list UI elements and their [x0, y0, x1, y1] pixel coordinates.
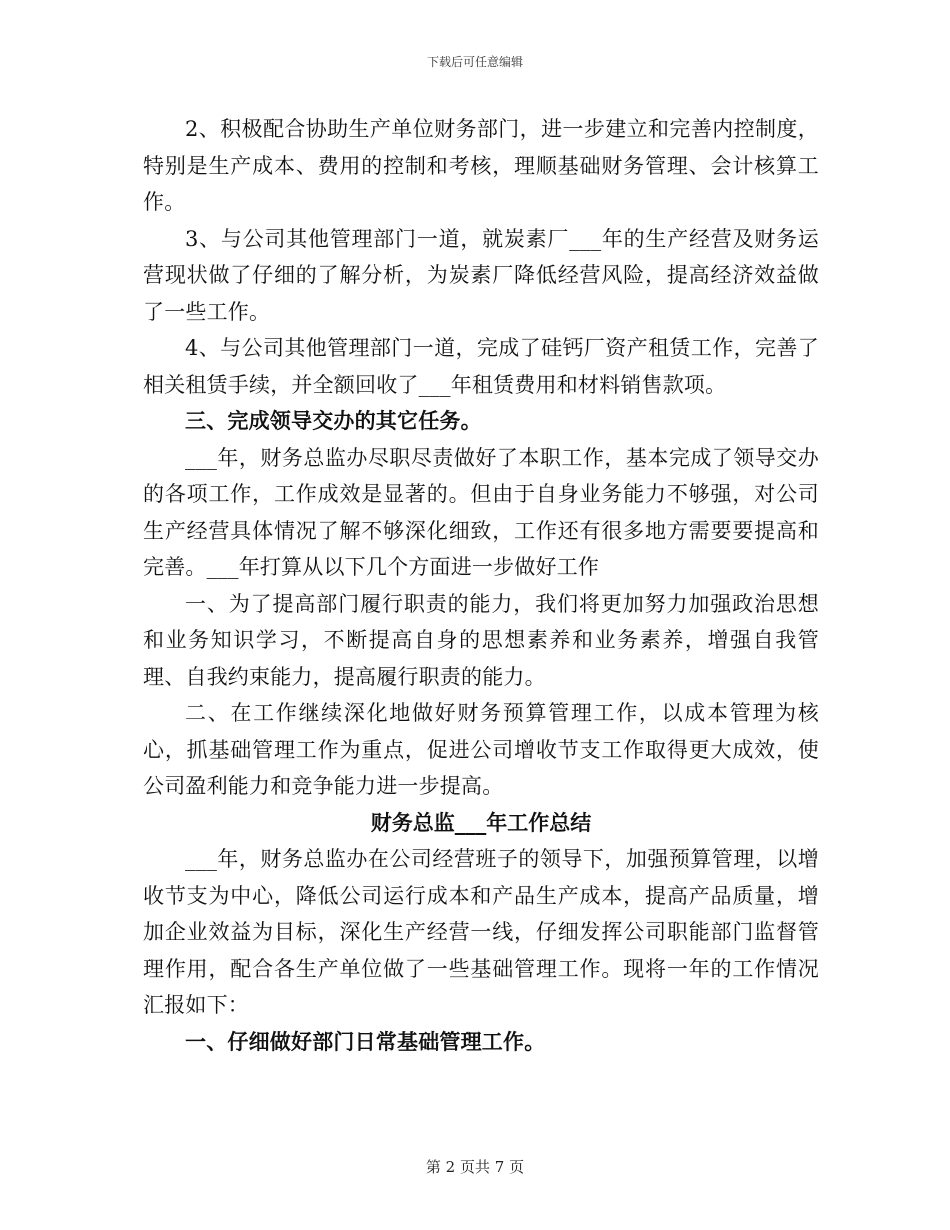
paragraph-intro: ___年，财务总监办在公司经营班子的领导下，加强预算管理，以增收节支为中心，降低公司运行成本和产品生产成本，提高产品质量，增加企业效益为目标，深化生产经营一线，仔细发挥公司职能部门监督管理作用，配合各生产单位做了一些基础管理工作。现将一年的工作情况汇报如下： [143, 847, 819, 1017]
section-heading-one: 一、仔细做好部门日常基础管理工作。 [185, 1029, 546, 1054]
paragraph-item-2: 2、积极配合协助生产单位财务部门，进一步建立和完善内控制度，特别是生产成本、费用的控制和考核，理顺基础财务管理、会计核算工作。 [143, 117, 819, 214]
section-heading-three: 三、完成领导交办的其它任务。 [185, 409, 482, 433]
document-body [143, 111, 819, 1060]
page-number: 第 2 页共 7 页 [425, 1158, 525, 1176]
header-note: 下载后可任意编辑 [426, 55, 523, 69]
paragraph-plan-two: 二、在工作继续深化地做好财务预算管理工作，以成本管理为核心，抓基础管理工作为重点，促进公司增收节支工作取得更大成效，使公司盈利能力和竞争能力进一步提高。 [143, 701, 819, 798]
paragraph-item-4: 4、与公司其他管理部门一道，完成了硅钙厂资产租赁工作，完善了相关租赁手续，并全额回收了___年租赁费用和材料销售款项。 [143, 336, 819, 397]
paragraph-summary: ___年，财务总监办尽职尽责做好了本职工作，基本完成了领导交办的各项工作，工作成效是显著的。但由于自身业务能力不够强，对公司生产经营具体情况了解不够深化细致，工作还有很多地方需要要提高和完善。___年打算从以下几个方面进一步做好工作 [143, 445, 819, 579]
document-title: 财务总监___年工作总结 [370, 810, 592, 835]
paragraph-item-3: 3、与公司其他管理部门一道，就炭素厂___年的生产经营及财务运营现状做了仔细的了解分析，为炭素厂降低经营风险，提高经济效益做了一些工作。 [143, 226, 819, 324]
paragraph-plan-one: 一、为了提高部门履行职责的能力，我们将更加努力加强政治思想和业务知识学习，不断提高自身的思想素养和业务素养，增强自我管理、自我约束能力，提高履行职责的能力。 [143, 591, 819, 689]
